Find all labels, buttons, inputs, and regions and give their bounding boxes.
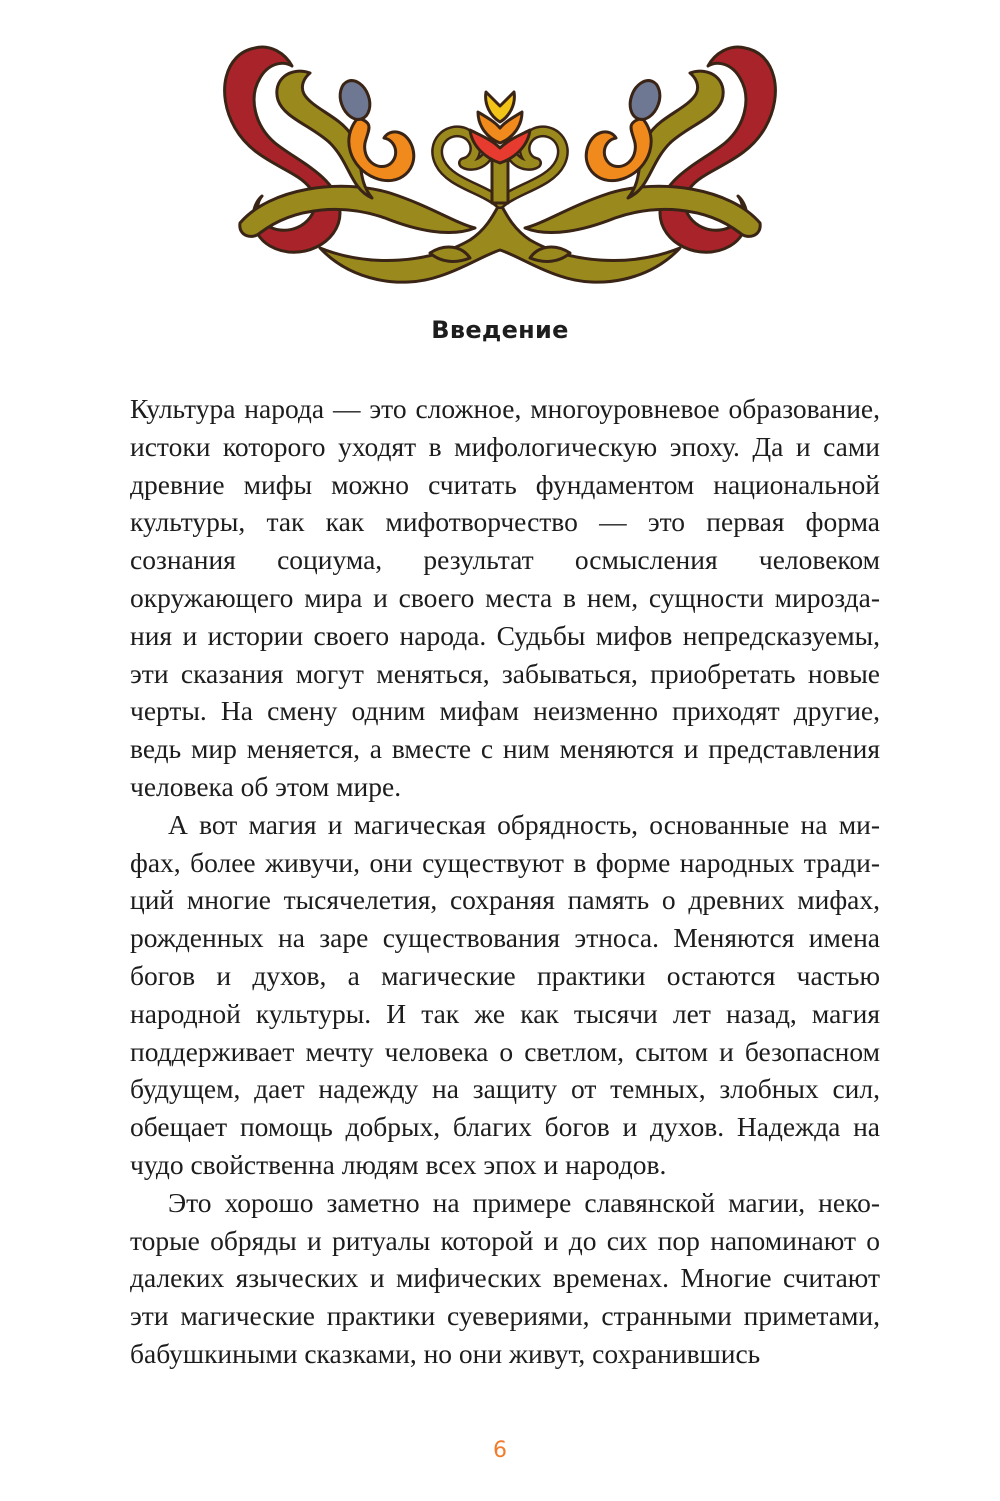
page-number: 6 bbox=[493, 1438, 507, 1463]
folk-ornament-icon bbox=[200, 18, 800, 298]
paragraph: Культура народа — это сложное, многоуровневое образование, истоки которого уходят в мифологическую эпоху. Да и сами древние мифы можно считать фундаментом национальной культуры, так как мифотворчество — это первая форма сознания социума, результат осмысления человеком окружающего мира и своего места в нем, сущности мироздания и истории своего народа. Судьбы мифов непредсказуемы, эти сказания могут меняться, забываться, приобретать новые черты. На смену одним мифам неизменно приходят другие, ведь мир меняется, а вместе с ним меняются и представления человека об этом мире. bbox=[130, 393, 880, 802]
paragraph: Это хорошо заметно на примере славянской магии, некоторые обряды и ритуалы которой и до сих пор напоминают о далеких языческих и мифических временах. Многие считают эти магические практики суевериями, странными приметами, бабушкиными сказками, но они живут, сохранившись bbox=[130, 1186, 880, 1369]
body-text bbox=[130, 390, 880, 1373]
page-title: Введение bbox=[431, 316, 569, 344]
paragraph: А вот магия и магическая обрядность, основанные на мифах, более живучи, они существуют в форме народных традиций многие тысячелетия, сохраняя память о древних мифах, рожденных на заре существования этноса. Меняются имена богов и духов, а магические практики остаются частью народной культуры. И так же как тысячи лет назад, магия поддерживает мечту человека о светлом, сытом и безопасном будущем, дает надежду на защиту от темных, злобных сил, обещает помощь добрых, благих богов и духов. Надежда на чудо свойственна людям всех эпох и народов. bbox=[130, 808, 880, 1180]
